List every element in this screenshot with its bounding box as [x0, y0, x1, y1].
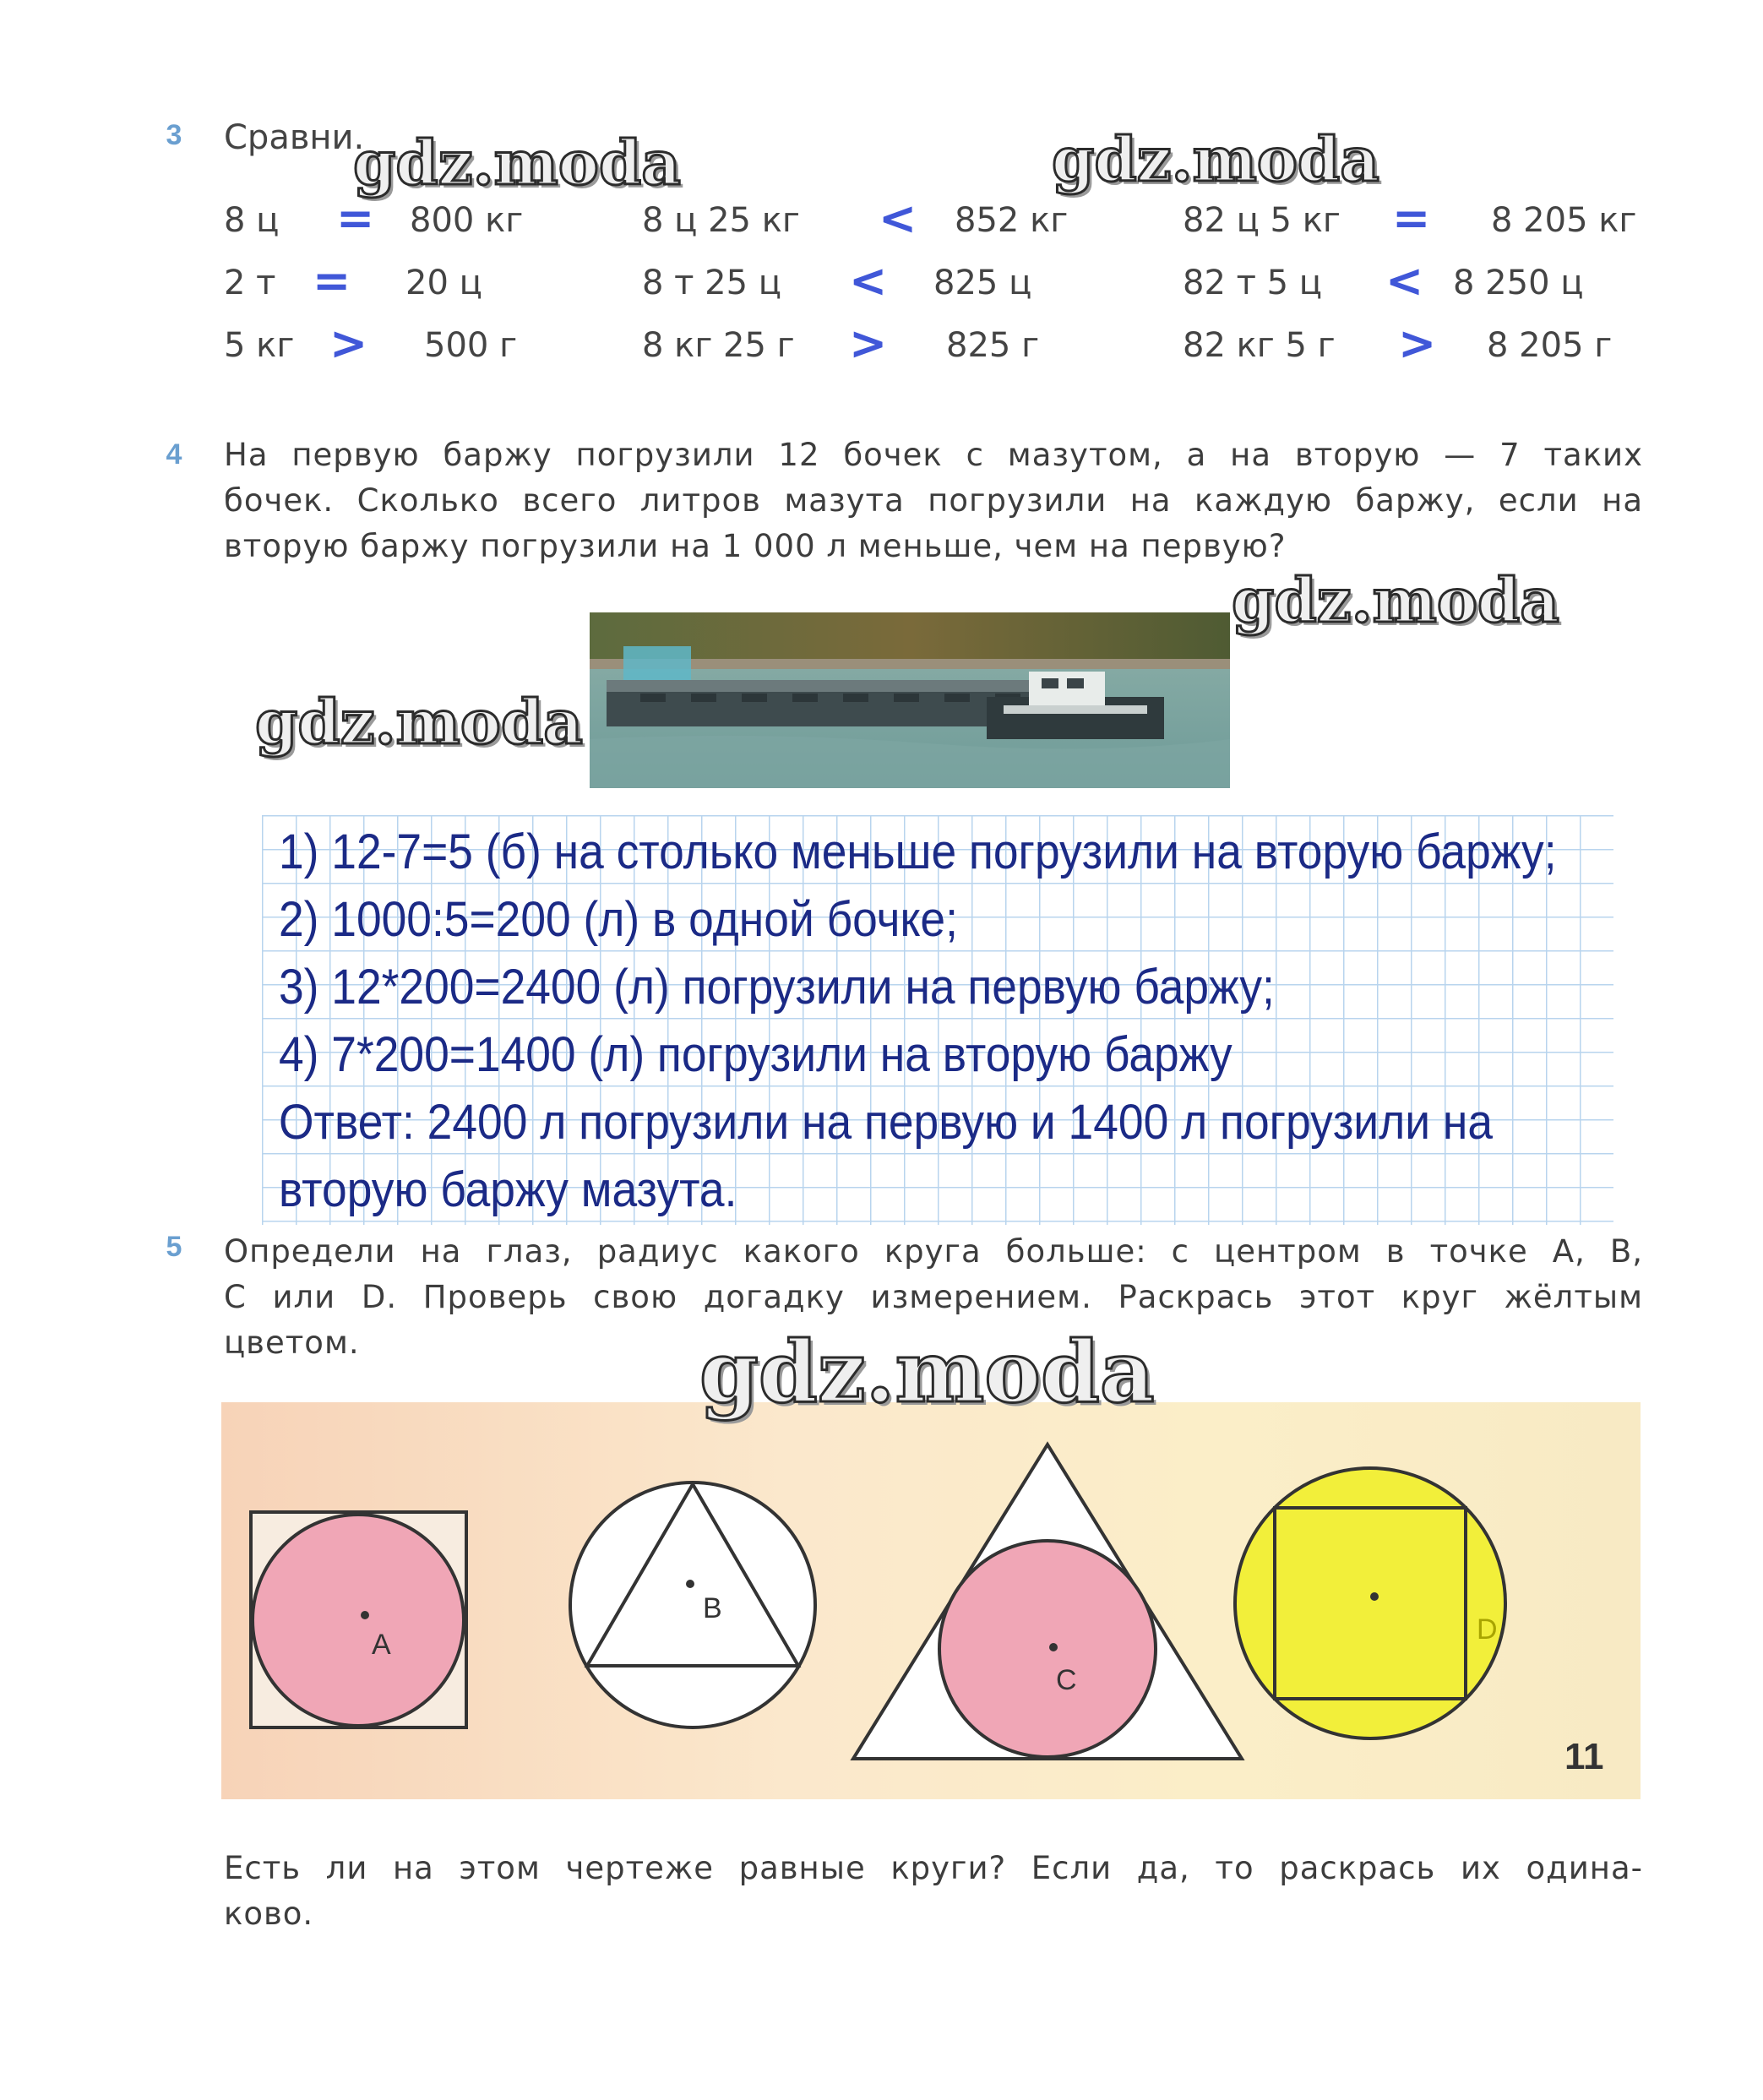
- comparison-sign: =: [313, 254, 351, 307]
- quantity-right: 500 г: [424, 326, 518, 365]
- watermark: gdz.moda: [353, 127, 681, 199]
- watermark: gdz.moda: [1052, 123, 1379, 195]
- quantity-left: 5 кг: [224, 326, 295, 365]
- quantity-right: 825 г: [946, 326, 1040, 365]
- solution-line: 1) 12-7=5 (б) на столько меньше погрузили на вторую баржу;: [279, 824, 1557, 879]
- answer-line: Ответ: 2400 л погрузили на первую и 1400 л погрузили на: [279, 1095, 1494, 1150]
- label-a: A: [372, 1629, 391, 1661]
- center-point-b: [686, 1580, 694, 1588]
- label-b: B: [703, 1592, 722, 1624]
- comparison-sign: >: [849, 317, 888, 370]
- text-line: бочек. Сколько всего литров мазута погрузили на каждую баржу, если на: [224, 482, 1643, 519]
- task-4-text: [224, 433, 1643, 569]
- comparison-sign: >: [329, 317, 368, 370]
- quantity-right: 8 205 г: [1487, 326, 1613, 365]
- quantity-right: 8 205 кг: [1491, 201, 1637, 240]
- quantity-left: 82 т 5 ц: [1183, 264, 1323, 302]
- text-line: Определи на глаз, радиус какого круга больше: с центром в точке А, В,: [224, 1233, 1643, 1270]
- comparison-sign: <: [879, 192, 917, 245]
- watermark: gdz.moda: [1232, 564, 1559, 636]
- task-5-question: [224, 1846, 1643, 1937]
- quantity-right: 20 ц: [405, 264, 482, 302]
- solution-line: 3) 12*200=2400 (л) погрузили на первую баржу;: [279, 960, 1275, 1015]
- text-line: ково.: [224, 1896, 314, 1932]
- quantity-right: 800 кг: [410, 201, 524, 240]
- comparison-sign: =: [336, 192, 375, 245]
- task-5-number: 5: [166, 1230, 182, 1263]
- watermark: gdz.moda: [699, 1322, 1155, 1422]
- quantity-left: 8 ц 25 кг: [642, 201, 800, 240]
- comparison-sign: <: [849, 254, 888, 307]
- center-point-c: [1049, 1643, 1058, 1651]
- quantity-left: 2 т: [224, 264, 276, 302]
- task-3-title: Сравни.: [224, 118, 365, 157]
- text-line: С или D. Проверь свою догадку измерением. Раскрась этот круг жёлтым: [224, 1279, 1643, 1315]
- circle-c: [939, 1541, 1156, 1757]
- circles-figure: [221, 1402, 1641, 1799]
- quantity-right: 852 кг: [955, 201, 1069, 240]
- page-number: 11: [1564, 1736, 1604, 1777]
- task-3-number: 3: [166, 118, 182, 151]
- quantity-left: 82 кг 5 г: [1183, 326, 1336, 365]
- answer-line: вторую баржу мазута.: [279, 1162, 737, 1217]
- barge-illustration: [590, 612, 1230, 788]
- label-c: C: [1056, 1664, 1077, 1696]
- comparison-sign: =: [1392, 192, 1431, 245]
- text-line: Есть ли на этом чертеже равные круги? Если да, то раскрась их одина-: [224, 1850, 1643, 1886]
- comparison-sign: <: [1385, 254, 1424, 307]
- figure-a: [251, 1512, 466, 1727]
- quantity-left: 8 кг 25 г: [642, 326, 795, 365]
- center-point-a: [361, 1611, 369, 1619]
- text-line: цветом.: [224, 1325, 360, 1361]
- barge-photo: [590, 612, 1230, 788]
- label-d: D: [1477, 1613, 1498, 1646]
- text-line: вторую баржу погрузили на 1 000 л меньше, чем на первую?: [224, 528, 1287, 564]
- task-4-number: 4: [166, 438, 182, 471]
- quantity-right: 825 ц: [933, 264, 1032, 302]
- text-line: На первую баржу погрузили 12 бочек с мазутом, а на вторую — 7 таких: [224, 437, 1643, 473]
- quantity-right: 8 250 ц: [1453, 264, 1584, 302]
- figure-b: [570, 1483, 815, 1727]
- quantity-left: 82 ц 5 кг: [1183, 201, 1341, 240]
- solution-line: 2) 1000:5=200 (л) в одной бочке;: [279, 892, 958, 947]
- circle-a: [253, 1515, 464, 1726]
- comparison-sign: >: [1398, 317, 1437, 370]
- watermark: gdz.moda: [255, 686, 583, 758]
- figure-d: [1235, 1468, 1505, 1738]
- quantity-left: 8 т 25 ц: [642, 264, 782, 302]
- solution-line: 4) 7*200=1400 (л) погрузили на вторую баржу: [279, 1027, 1232, 1082]
- center-point-d: [1370, 1592, 1379, 1601]
- quantity-left: 8 ц: [224, 201, 280, 240]
- circle-b: [570, 1483, 815, 1727]
- figure-c: [853, 1444, 1242, 1759]
